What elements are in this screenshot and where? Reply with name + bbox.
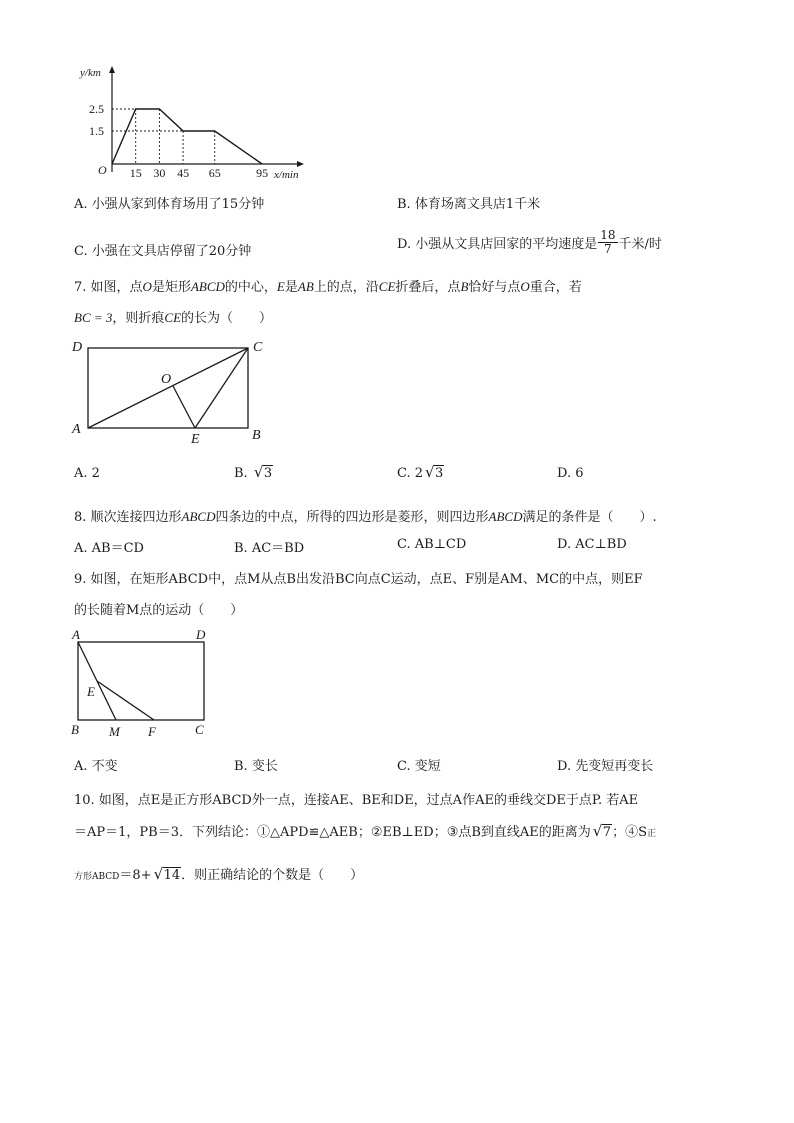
x-axis-arrow <box>297 161 304 167</box>
q9-option-d[interactable]: D. 先变短再变长 <box>557 759 654 774</box>
fraction-18-7: $\frac{18}{7}$ <box>600 228 616 256</box>
x-tick-label: 65 <box>208 166 221 180</box>
q9-stem-line1: 9. 如图，在矩形ABCD中，点M从点B出发沿BC向点C运动，点E、F别是AM、MC的中点，则EF <box>74 572 643 587</box>
q7-option-d[interactable]: D. 6 <box>557 466 584 481</box>
q6-option-d[interactable]: D. 小强从文具店回家的平均速度是 $\frac{18}{7}$ 千米/时 <box>397 228 662 256</box>
label-a: A <box>72 422 81 437</box>
q7-stem-line2: BC = 3，则折痕CE的长为（ ） <box>74 310 273 326</box>
label-c: C <box>253 340 263 355</box>
x-tick-label: 15 <box>129 166 142 180</box>
label-f: F <box>148 724 156 739</box>
q8-option-c[interactable]: C. AB⊥CD <box>397 537 467 552</box>
q7-stem-line1: 7. 如图，点O是矩形ABCD的中心，E是AB上的点，沿CE折叠后，点B恰好与点O重合，若 <box>74 279 582 295</box>
q6-option-a[interactable]: A. 小强从家到体育场用了15分钟 <box>74 197 265 212</box>
origin-label: O <box>98 163 107 177</box>
label-d: D <box>196 627 206 642</box>
q6-option-c[interactable]: C. 小强在文具店停留了20分钟 <box>74 244 252 259</box>
sqrt-3: √ 3 <box>253 463 273 481</box>
q10-stem-line1: 10. 如图，点E是正方形ABCD外一点，连接AE、BE和DE，过点A作AE的垂线交DE于点P. 若AE <box>74 793 639 808</box>
label-c: C <box>195 722 204 737</box>
sqrt-3: √ 3 <box>425 463 444 481</box>
segment-ef <box>97 681 154 720</box>
q9-option-a[interactable]: A. 不变 <box>74 759 118 774</box>
q8-option-d[interactable]: D. AC⊥BD <box>557 537 627 552</box>
q8-stem: 8. 顺次连接四边形ABCD四条边的中点，所得的四边形是菱形，则四边形ABCD满足的条件是（ ）. <box>74 509 657 525</box>
q7-rectangle-figure <box>68 335 278 447</box>
q10-stem-line2: ＝AP＝1，PB＝3．下列结论：①△APD≌△AEB；②EB⊥ED；③点B到直线AE的距离为 √ 7；④S正 <box>74 822 656 840</box>
x-tick-label: 95 <box>256 166 269 180</box>
q8-option-b[interactable]: B. AC＝BD <box>234 541 305 556</box>
q9-option-c[interactable]: C. 变短 <box>397 759 441 774</box>
y-tick-label: 1.5 <box>89 124 104 138</box>
label-a: A <box>72 627 80 642</box>
diagonal-ac <box>88 348 248 428</box>
y-tick-label: 2.5 <box>89 102 104 116</box>
dashed-guides <box>112 109 215 164</box>
q7-option-a[interactable]: A. 2 <box>74 466 100 481</box>
label-d: D <box>72 340 83 355</box>
q7-option-b[interactable]: B. √ 3 <box>234 463 273 481</box>
label-e: E <box>87 684 95 699</box>
segment-oe <box>173 386 195 428</box>
x-axis-label: x/min <box>274 169 299 181</box>
distance-line <box>112 109 262 164</box>
label-b: B <box>252 428 261 443</box>
y-axis-arrow <box>109 66 115 73</box>
y-tick-labels <box>89 102 104 138</box>
x-tick-labels <box>130 166 268 180</box>
q9-option-b[interactable]: B. 变长 <box>234 759 278 774</box>
q10-stem-line3: 方形ABCD＝8+ √ 14．则正确结论的个数是（ ） <box>74 865 364 883</box>
q6-distance-time-graph <box>78 64 308 188</box>
crease-ce <box>195 348 248 428</box>
q6-option-b[interactable]: B. 体育场离文具店1千米 <box>397 197 541 212</box>
sqrt-7: √ 7 <box>592 822 612 840</box>
q7-option-c[interactable]: C. 2 √ 3 <box>397 463 444 481</box>
x-tick-label: 30 <box>153 166 166 180</box>
label-m: M <box>109 724 120 739</box>
label-o: O <box>161 372 172 387</box>
label-e: E <box>191 432 200 447</box>
sqrt-14: √ 14 <box>153 865 181 883</box>
label-b: B <box>71 722 79 737</box>
q9-rectangle-figure <box>68 626 218 742</box>
x-tick-label: 45 <box>177 166 190 180</box>
q8-option-a[interactable]: A. AB＝CD <box>74 541 144 556</box>
y-axis-label: y/km <box>80 67 101 79</box>
q9-stem-line2: 的长随着M点的运动（ ） <box>74 603 244 618</box>
